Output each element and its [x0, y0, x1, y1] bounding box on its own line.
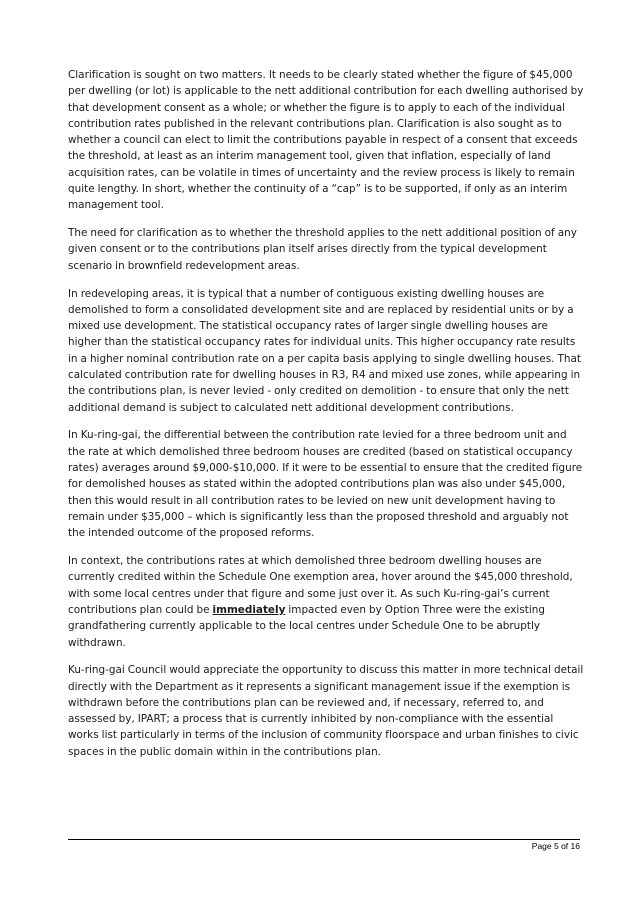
paragraph-context — [68, 553, 584, 651]
paragraph-context-before: In context, the contributions rates at which demolished three bedroom dwelling houses are currently credited within the Schedule One exemption area, hover around the $45,000 threshold, with some local centres under that figure and some just over it. As such Ku-ring-gai’s current contributions plan could be — [68, 555, 573, 616]
paragraph-council-request: Ku-ring-gai Council would appreciate the opportunity to discuss this matter in more technical detail directly with the Department as it represents a significant management issue if the exemption is withdrawn before the contributions plan can be reviewed and, if necessary, referred to, and assessed by, IPART; a process that is currently inhibited by non-compliance with the essential works list particularly in terms of the inclusion of community floorspace and urban finishes to civic spaces in the public domain within in the contributions plan. — [68, 664, 584, 758]
paragraph-context-after: impacted even by Option Three were the existing grandfathering currently applicable to the local centres under Schedule One to be abruptly withdrawn. — [68, 603, 545, 649]
paragraph-redeveloping-areas: In redeveloping areas, it is typical that a number of contiguous existing dwelling houses are demolished to form a consolidated development site and are replaced by residential units or by a mixed use development. The statistical occupancy rates of larger single dwelling houses are higher than the statistical occupancy rates for individual units. This higher occupancy rate results in a higher nominal contribution rate on a per capita basis applying to single dwelling houses. That calculated contribution rate for dwelling houses in R3, R4 and mixed use zones, while appearing in the contributions plan, is never levied - only credited on demolition - to ensure that only the nett additional demand is subject to calculated nett additional development contributions. — [68, 287, 581, 414]
document-body — [68, 67, 584, 772]
paragraph-clarification: Clarification is sought on two matters. It needs to be clearly stated whether the figure of $45,000 per dwelling (or lot) is applicable to the nett additional contribution for each dwelling authorised by that development consent as a whole; or whether the figure is to apply to each of the individual contribution rates published in the relevant contributions plan. Clarification is also sought as to whether a council can elect to limit the contributions payable in respect of a consent that exceeds the threshold, at least as an interim management tool, given that inflation, especially of land acquisition rates, can be volatile in times of uncertainty and the review process is likely to remain quite lengthy. In short, whether the continuity of a “cap” is to be supported, if only as an interim management tool. — [68, 69, 584, 212]
paragraph-ku-ring-gai-differential: In Ku-ring-gai, the differential between the contribution rate levied for a three bedroom unit and the rate at which demolished three bedroom houses are credited (based on statistical occupancy rates) averages around $9,000-$10,000. If it were to be essential to ensure that the credited figure for demolished houses as stated within the adopted contributions plan was also under $45,000, then this would result in all contribution rates to be levied on new unit development having to remain under $35,000 – which is significantly less than the proposed threshold and arguably not the intended outcome of the proposed reforms. — [68, 429, 583, 540]
footer-divider — [68, 839, 580, 840]
page-number: Page 5 of 16 — [531, 841, 580, 851]
emphasis-immediately: immediately — [212, 603, 286, 616]
paragraph-threshold-need: The need for clarification as to whether the threshold applies to the nett additional position of any given consent or to the contributions plan itself arises directly from the typical development scenario in brownfield redevelopment areas. — [68, 227, 577, 272]
